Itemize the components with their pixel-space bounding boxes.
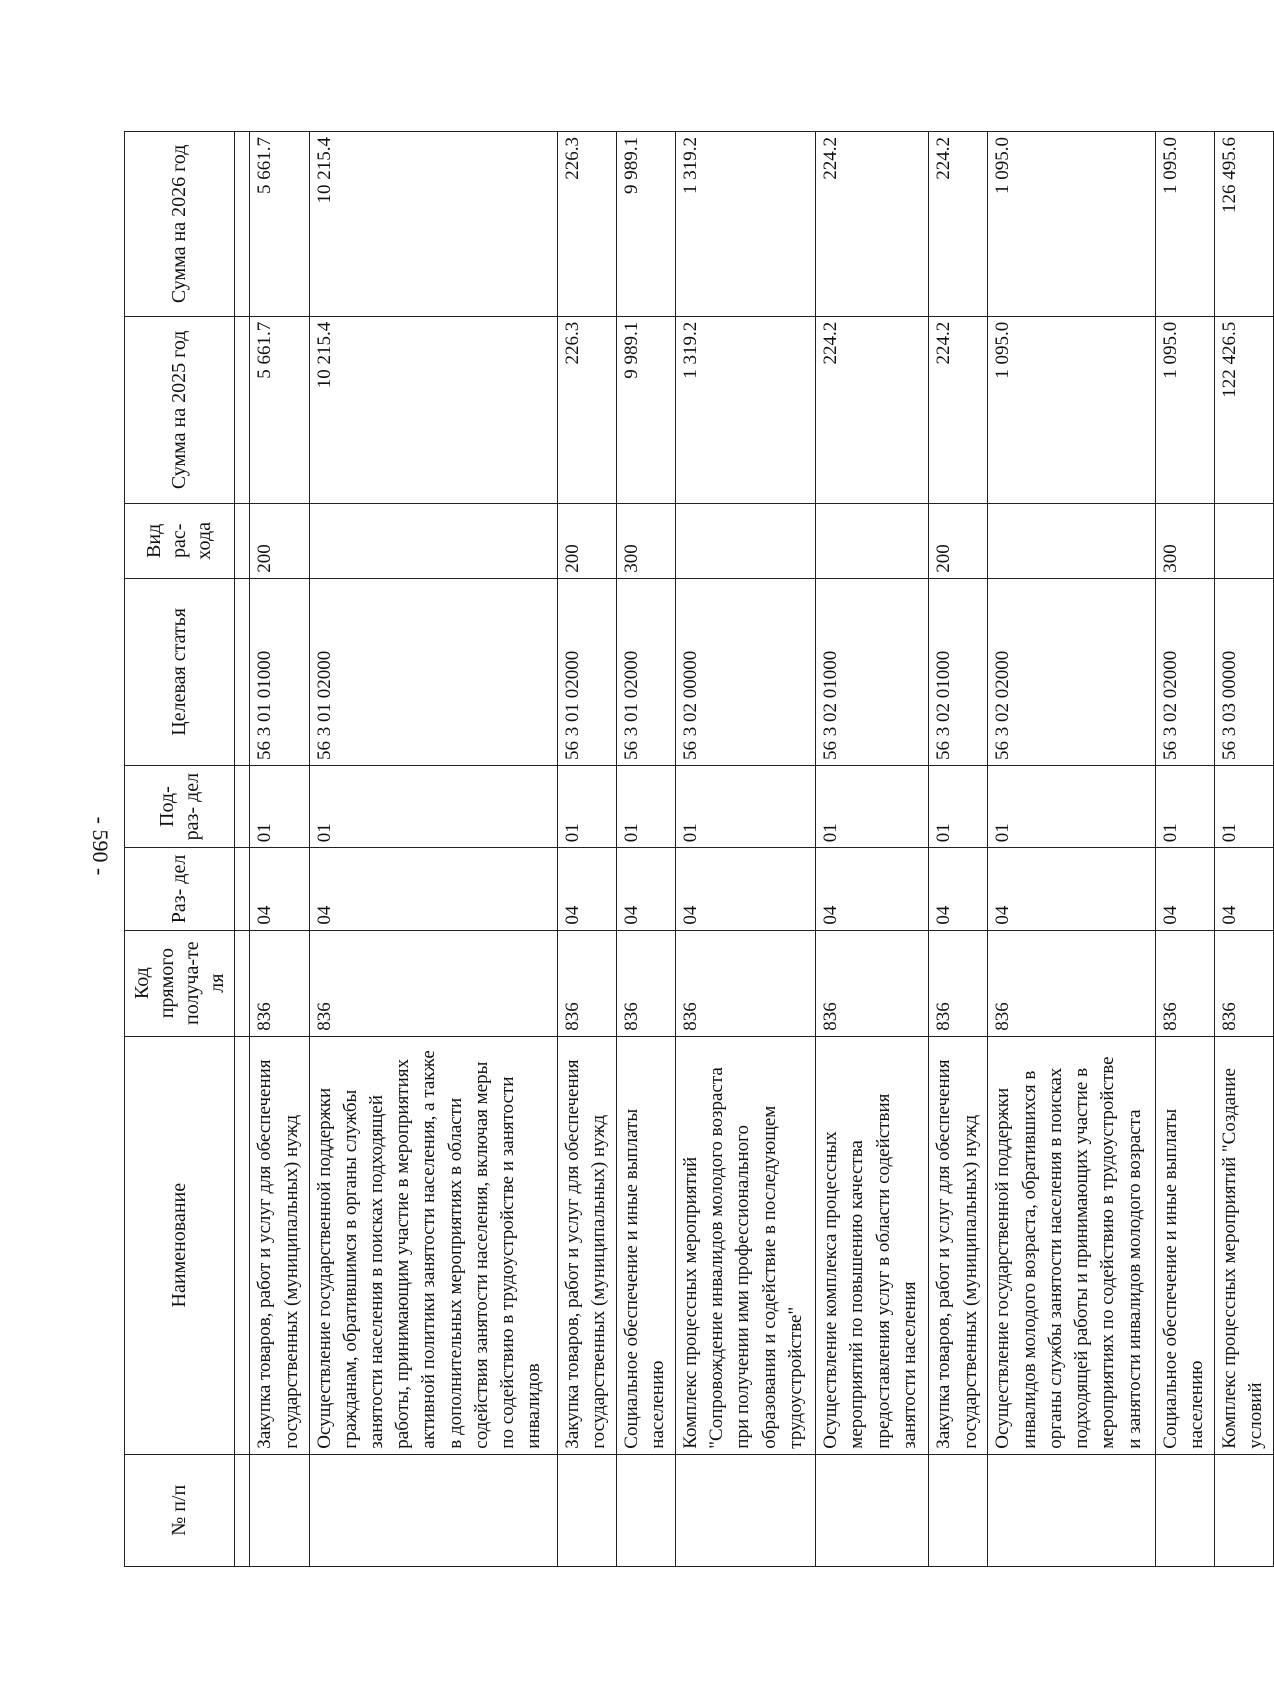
header-expense: Вид рас- хода [125, 503, 235, 578]
table-row [1155, 132, 1214, 1567]
cell-num [1214, 1454, 1273, 1566]
header-recipient: Код прямого получа-те ля [125, 930, 235, 1036]
header-sum-2025: Сумма на 2025 год [125, 316, 235, 503]
cell-expense [676, 503, 816, 578]
cell-section: 04 [988, 848, 1155, 930]
cell-expense: 200 [929, 503, 988, 578]
cell-sum-2026: 224.2 [816, 132, 929, 317]
table-body [235, 132, 1274, 1567]
cell-recipient: 836 [988, 930, 1155, 1036]
table-row [1214, 132, 1273, 1567]
cell-name: Закупка товаров, работ и услуг для обеспечения государственных (муниципальных) нужд [557, 1036, 616, 1454]
cell-section: 04 [616, 848, 675, 930]
cell-recipient: 836 [1214, 930, 1273, 1036]
cell-section: 04 [250, 848, 309, 930]
cell-article: 56 3 02 02000 [1155, 578, 1214, 765]
cell-name: Комплекс процессных мероприятий "Сопровождение инвалидов молодого возраста при получении ими профессионального образования и содействие в последующем трудоустройстве" [676, 1036, 816, 1454]
rotated-table-container [124, 131, 1274, 1567]
cell-num [309, 1454, 557, 1566]
cell-article: 56 3 01 02000 [309, 578, 557, 765]
table-row [988, 132, 1155, 1567]
cell-section: 04 [309, 848, 557, 930]
cell-num [557, 1454, 616, 1566]
cell-expense: 200 [557, 503, 616, 578]
cell-sum-2026: 1 095.0 [1155, 132, 1214, 317]
cell-subsection: 01 [929, 765, 988, 847]
cell-section: 04 [1155, 848, 1214, 930]
cell-subsection: 01 [309, 765, 557, 847]
cell-sum-2025: 122 426.5 [1214, 316, 1273, 503]
cell-expense [1214, 503, 1273, 578]
cell-article: 56 3 03 00000 [1214, 578, 1273, 765]
cell-section: 04 [929, 848, 988, 930]
cell-recipient: 836 [816, 930, 929, 1036]
cell-subsection: 01 [816, 765, 929, 847]
cell-sum-2026: 126 495.6 [1214, 132, 1273, 317]
cell-name: Социальное обеспечение и иные выплаты населению [1155, 1036, 1214, 1454]
budget-table [124, 131, 1274, 1567]
cell-name: Социальное обеспечение и иные выплаты населению [616, 1036, 675, 1454]
cell-num [616, 1454, 675, 1566]
cell-num [250, 1454, 309, 1566]
table-row [557, 132, 616, 1567]
cell-article: 56 3 01 02000 [616, 578, 675, 765]
cell-recipient: 836 [1155, 930, 1214, 1036]
cell-article: 56 3 02 00000 [676, 578, 816, 765]
cell-section: 04 [816, 848, 929, 930]
table-row [250, 132, 309, 1567]
table-row [816, 132, 929, 1567]
cell-article: 56 3 01 01000 [250, 578, 309, 765]
cell-recipient: 836 [929, 930, 988, 1036]
cell-name: Осуществление государственной поддержки инвалидов молодого возраста, обратившихся в органы службы занятости населения в поисках подходящей работы и принимающих участие в мероприятиях по содействию в трудоустройстве и занятости инвалидов молодого возраста [988, 1036, 1155, 1454]
page-number: - 590 - [88, 816, 113, 876]
table-row [309, 132, 557, 1567]
cell-name: Закупка товаров, работ и услуг для обеспечения государственных (муниципальных) нужд [929, 1036, 988, 1454]
cell-recipient: 836 [557, 930, 616, 1036]
cell-section: 04 [676, 848, 816, 930]
cell-sum-2026: 9 989.1 [616, 132, 675, 317]
cell-sum-2025: 224.2 [816, 316, 929, 503]
cell-expense: 300 [616, 503, 675, 578]
cell-subsection: 01 [1214, 765, 1273, 847]
cell-sum-2025: 224.2 [929, 316, 988, 503]
header-name: Наименование [125, 1036, 235, 1454]
header-num: № п/п [125, 1454, 235, 1566]
cell-sum-2026: 1 095.0 [988, 132, 1155, 317]
cell-recipient: 836 [616, 930, 675, 1036]
cell-name: Комплекс процессных мероприятий "Создание условий [1214, 1036, 1273, 1454]
cell-name: Закупка товаров, работ и услуг для обеспечения государственных (муниципальных) нужд [250, 1036, 309, 1454]
cell-expense: 300 [1155, 503, 1214, 578]
cell-article: 56 3 02 01000 [816, 578, 929, 765]
cell-sum-2026: 10 215.4 [309, 132, 557, 317]
table-row [929, 132, 988, 1567]
cell-subsection: 01 [676, 765, 816, 847]
cell-num [988, 1454, 1155, 1566]
cell-sum-2025: 10 215.4 [309, 316, 557, 503]
header-row [125, 132, 235, 1567]
cell-expense: 200 [250, 503, 309, 578]
cell-recipient: 836 [676, 930, 816, 1036]
cell-num [1155, 1454, 1214, 1566]
header-subsection: Под- раз- дел [125, 765, 235, 847]
cell-num [816, 1454, 929, 1566]
table-row [616, 132, 675, 1567]
cell-subsection: 01 [1155, 765, 1214, 847]
header-article: Целевая статья [125, 578, 235, 765]
cell-expense [309, 503, 557, 578]
cell-section: 04 [557, 848, 616, 930]
cell-num [929, 1454, 988, 1566]
cell-sum-2025: 5 661.7 [250, 316, 309, 503]
cell-recipient: 836 [250, 930, 309, 1036]
cell-sum-2026: 226.3 [557, 132, 616, 317]
cell-name: Осуществление государственной поддержки гражданам, обратившимся в органы службы занятости населения в поисках подходящей работы, принимающим участие в мероприятиях активной политики занятости населения, а также в дополнительных мероприятиях в области содействия занятости населения, включая меры по содействию в трудоустройстве и занятости инвалидов [309, 1036, 557, 1454]
cell-subsection: 01 [988, 765, 1155, 847]
cell-subsection: 01 [250, 765, 309, 847]
cell-sum-2026: 1 319.2 [676, 132, 816, 317]
cell-sum-2025: 226.3 [557, 316, 616, 503]
cell-article: 56 3 02 02000 [988, 578, 1155, 765]
cell-expense [816, 503, 929, 578]
cell-sum-2026: 224.2 [929, 132, 988, 317]
cell-num [676, 1454, 816, 1566]
cell-sum-2025: 9 989.1 [616, 316, 675, 503]
cell-sum-2026: 5 661.7 [250, 132, 309, 317]
cell-name: Осуществление комплекса процессных мероприятий по повышению качества предоставления услуг в области содействия занятости населения [816, 1036, 929, 1454]
cell-article: 56 3 01 02000 [557, 578, 616, 765]
cell-sum-2025: 1 319.2 [676, 316, 816, 503]
cell-sum-2025: 1 095.0 [988, 316, 1155, 503]
header-sum-2026: Сумма на 2026 год [125, 132, 235, 317]
header-section: Раз- дел [125, 848, 235, 930]
cell-subsection: 01 [557, 765, 616, 847]
cell-expense [988, 503, 1155, 578]
cell-subsection: 01 [616, 765, 675, 847]
cell-sum-2025: 1 095.0 [1155, 316, 1214, 503]
cell-article: 56 3 02 01000 [929, 578, 988, 765]
table-row [676, 132, 816, 1567]
spacer-row [235, 132, 250, 1567]
cell-recipient: 836 [309, 930, 557, 1036]
cell-section: 04 [1214, 848, 1273, 930]
